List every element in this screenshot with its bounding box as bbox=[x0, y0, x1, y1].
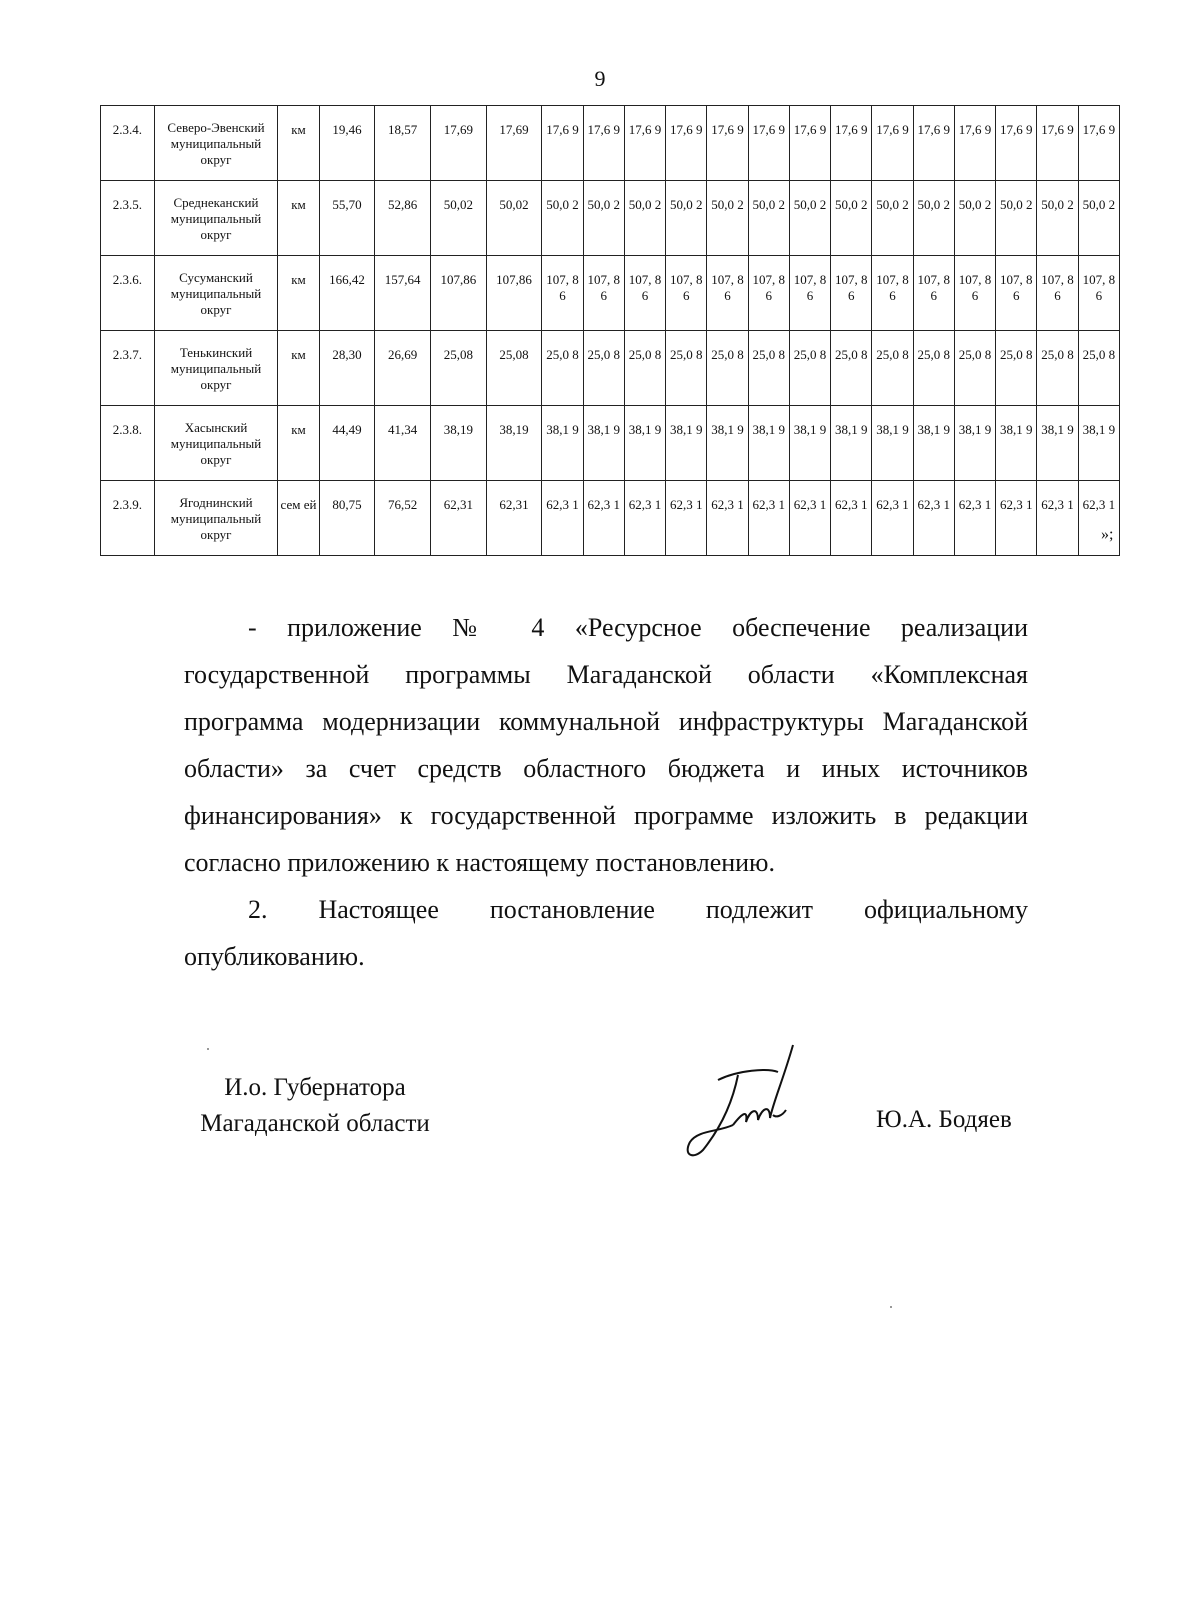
year-value-cell: 107, 86 bbox=[1037, 256, 1078, 331]
closing-quote: »; bbox=[1101, 526, 1114, 543]
year-value-cell: 50,0 2 bbox=[872, 181, 913, 256]
indicator-table bbox=[100, 105, 1120, 556]
value-cell: 107,86 bbox=[486, 256, 542, 331]
value-cell: 55,70 bbox=[319, 181, 375, 256]
year-value-cell: 25,0 8 bbox=[624, 331, 665, 406]
year-value-cell: 38,1 9 bbox=[789, 406, 830, 481]
year-value-cell: 50,0 2 bbox=[707, 181, 748, 256]
year-value-cell: 38,1 9 bbox=[583, 406, 624, 481]
year-value-cell: 50,0 2 bbox=[583, 181, 624, 256]
value-cell: 107,86 bbox=[431, 256, 487, 331]
year-value-cell: 25,0 8 bbox=[666, 331, 707, 406]
year-value-cell: 50,0 2 bbox=[789, 181, 830, 256]
table-row bbox=[101, 181, 1120, 256]
year-value-cell: 107, 86 bbox=[789, 256, 830, 331]
value-cell: 25,08 bbox=[486, 331, 542, 406]
row-number: 2.3.8. bbox=[101, 406, 155, 481]
value-cell: 50,02 bbox=[486, 181, 542, 256]
year-value-cell: 17,6 9 bbox=[996, 106, 1037, 181]
table-row bbox=[101, 331, 1120, 406]
municipality-name: Северо-Эвенский муниципальный округ bbox=[154, 106, 278, 181]
year-value-cell: 38,1 9 bbox=[1037, 406, 1078, 481]
value-cell: 41,34 bbox=[375, 406, 431, 481]
unit-cell: км bbox=[278, 256, 319, 331]
row-number: 2.3.5. bbox=[101, 181, 155, 256]
signatory-title-line2: Магаданской области bbox=[200, 1110, 430, 1137]
value-cell: 19,46 bbox=[319, 106, 375, 181]
year-value-cell: 17,6 9 bbox=[831, 106, 872, 181]
table-row bbox=[101, 256, 1120, 331]
year-value-cell: 38,1 9 bbox=[913, 406, 954, 481]
year-value-cell: 17,6 9 bbox=[583, 106, 624, 181]
value-cell: 17,69 bbox=[486, 106, 542, 181]
year-value-cell: 25,0 8 bbox=[996, 331, 1037, 406]
year-value-cell: 50,0 2 bbox=[913, 181, 954, 256]
value-cell: 17,69 bbox=[431, 106, 487, 181]
year-value-cell: 62,3 1 bbox=[831, 481, 872, 556]
year-value-cell: 62,3 1 bbox=[954, 481, 995, 556]
value-cell: 26,69 bbox=[375, 331, 431, 406]
year-value-cell: 62,3 1 bbox=[996, 481, 1037, 556]
year-value-cell: 17,6 9 bbox=[872, 106, 913, 181]
year-value-cell: 50,0 2 bbox=[624, 181, 665, 256]
year-value-cell: 38,1 9 bbox=[1078, 406, 1119, 481]
year-value-cell: 62,3 1 bbox=[748, 481, 789, 556]
table-row bbox=[101, 106, 1120, 181]
year-value-cell: 62,3 1 bbox=[872, 481, 913, 556]
year-value-cell: 17,6 9 bbox=[1078, 106, 1119, 181]
year-value-cell: 25,0 8 bbox=[748, 331, 789, 406]
year-value-cell: 62,3 1 bbox=[583, 481, 624, 556]
value-cell: 62,31 bbox=[486, 481, 542, 556]
year-value-cell: 107, 86 bbox=[583, 256, 624, 331]
year-value-cell: 62,3 1 bbox=[789, 481, 830, 556]
year-value-cell: 107, 86 bbox=[542, 256, 583, 331]
year-value-cell: 17,6 9 bbox=[954, 106, 995, 181]
year-value-cell: 107, 86 bbox=[624, 256, 665, 331]
year-value-cell: 107, 86 bbox=[1078, 256, 1119, 331]
year-value-cell: 50,0 2 bbox=[666, 181, 707, 256]
year-value-cell: 25,0 8 bbox=[831, 331, 872, 406]
year-value-cell: 62,3 1 bbox=[542, 481, 583, 556]
year-value-cell: 25,0 8 bbox=[707, 331, 748, 406]
municipality-name: Ягоднинский муниципальный округ bbox=[154, 481, 278, 556]
handwritten-signature bbox=[678, 1040, 828, 1170]
year-value-cell: 62,3 1 bbox=[913, 481, 954, 556]
year-value-cell: 25,0 8 bbox=[583, 331, 624, 406]
year-value-cell: 50,0 2 bbox=[748, 181, 789, 256]
table-row bbox=[101, 406, 1120, 481]
value-cell: 52,86 bbox=[375, 181, 431, 256]
year-value-cell: 50,0 2 bbox=[1037, 181, 1078, 256]
year-value-cell: 50,0 2 bbox=[542, 181, 583, 256]
year-value-cell: 107, 86 bbox=[666, 256, 707, 331]
year-value-cell: 62,3 1 bbox=[624, 481, 665, 556]
year-value-cell: 17,6 9 bbox=[707, 106, 748, 181]
value-cell: 38,19 bbox=[486, 406, 542, 481]
year-value-cell: 38,1 9 bbox=[624, 406, 665, 481]
value-cell: 44,49 bbox=[319, 406, 375, 481]
paragraph-publication-last-line: опубликованию. bbox=[184, 942, 365, 971]
municipality-name: Хасынский муниципальный округ bbox=[154, 406, 278, 481]
scan-speck bbox=[890, 1306, 892, 1308]
year-value-cell: 107, 86 bbox=[707, 256, 748, 331]
value-cell: 62,31 bbox=[431, 481, 487, 556]
year-value-cell: 38,1 9 bbox=[748, 406, 789, 481]
year-value-cell: 38,1 9 bbox=[666, 406, 707, 481]
value-cell: 28,30 bbox=[319, 331, 375, 406]
row-number: 2.3.7. bbox=[101, 331, 155, 406]
year-value-cell: 25,0 8 bbox=[1037, 331, 1078, 406]
value-cell: 76,52 bbox=[375, 481, 431, 556]
year-value-cell: 50,0 2 bbox=[996, 181, 1037, 256]
value-cell: 80,75 bbox=[319, 481, 375, 556]
year-value-cell: 50,0 2 bbox=[1078, 181, 1119, 256]
year-value-cell: 25,0 8 bbox=[913, 331, 954, 406]
year-value-cell: 107, 86 bbox=[913, 256, 954, 331]
unit-cell: км bbox=[278, 106, 319, 181]
table-row bbox=[101, 481, 1120, 556]
year-value-cell: 17,6 9 bbox=[913, 106, 954, 181]
year-value-cell: 25,0 8 bbox=[789, 331, 830, 406]
value-cell: 18,57 bbox=[375, 106, 431, 181]
row-number: 2.3.9. bbox=[101, 481, 155, 556]
unit-cell: км bbox=[278, 181, 319, 256]
unit-cell: км bbox=[278, 331, 319, 406]
year-value-cell: 62,3 1 bbox=[1078, 481, 1119, 556]
municipality-name: Тенькинский муниципальный округ bbox=[154, 331, 278, 406]
row-number: 2.3.4. bbox=[101, 106, 155, 181]
value-cell: 157,64 bbox=[375, 256, 431, 331]
year-value-cell: 17,6 9 bbox=[789, 106, 830, 181]
value-cell: 25,08 bbox=[431, 331, 487, 406]
year-value-cell: 62,3 1 bbox=[1037, 481, 1078, 556]
year-value-cell: 62,3 1 bbox=[666, 481, 707, 556]
page-number: 9 bbox=[594, 66, 606, 91]
signatory-title bbox=[190, 1070, 440, 1142]
year-value-cell: 25,0 8 bbox=[1078, 331, 1119, 406]
year-value-cell: 17,6 9 bbox=[542, 106, 583, 181]
year-value-cell: 107, 86 bbox=[831, 256, 872, 331]
value-cell: 38,19 bbox=[431, 406, 487, 481]
year-value-cell: 25,0 8 bbox=[542, 331, 583, 406]
year-value-cell: 38,1 9 bbox=[954, 406, 995, 481]
year-value-cell: 38,1 9 bbox=[872, 406, 913, 481]
signatory-name: Ю.А. Бодяев bbox=[876, 1106, 1012, 1133]
year-value-cell: 17,6 9 bbox=[1037, 106, 1078, 181]
year-value-cell: 62,3 1 bbox=[707, 481, 748, 556]
year-value-cell: 107, 86 bbox=[748, 256, 789, 331]
year-value-cell: 38,1 9 bbox=[831, 406, 872, 481]
year-value-cell: 25,0 8 bbox=[954, 331, 995, 406]
signatory-title-line1: И.о. Губернатора bbox=[224, 1074, 406, 1101]
value-cell: 50,02 bbox=[431, 181, 487, 256]
municipality-name: Сусуманский муниципальный округ bbox=[154, 256, 278, 331]
municipality-name: Среднеканский муниципальный округ bbox=[154, 181, 278, 256]
value-cell: 166,42 bbox=[319, 256, 375, 331]
year-value-cell: 17,6 9 bbox=[748, 106, 789, 181]
scan-speck bbox=[207, 1048, 209, 1050]
year-value-cell: 107, 86 bbox=[954, 256, 995, 331]
unit-cell: км bbox=[278, 406, 319, 481]
year-value-cell: 38,1 9 bbox=[996, 406, 1037, 481]
unit-cell: сем ей bbox=[278, 481, 319, 556]
year-value-cell: 107, 86 bbox=[996, 256, 1037, 331]
paragraph-appendix-4-last-line: согласно приложению к настоящему постановлению. bbox=[184, 848, 775, 877]
paragraph-publication: 2. Настоящее постановление подлежит официальному bbox=[248, 895, 1028, 924]
paragraph-appendix-4: - приложение № 4 «Ресурсное обеспечение реализации государственной программы Магаданской области «Комплексная программа модернизации коммунальной инфраструктуры Магаданской области» за счет средств областного бюджета и иных источников финансирования» к государственной программе изложить в редакции bbox=[184, 613, 1028, 830]
year-value-cell: 50,0 2 bbox=[954, 181, 995, 256]
year-value-cell: 25,0 8 bbox=[872, 331, 913, 406]
year-value-cell: 107, 86 bbox=[872, 256, 913, 331]
year-value-cell: 38,1 9 bbox=[707, 406, 748, 481]
year-value-cell: 17,6 9 bbox=[666, 106, 707, 181]
year-value-cell: 38,1 9 bbox=[542, 406, 583, 481]
row-number: 2.3.6. bbox=[101, 256, 155, 331]
year-value-cell: 17,6 9 bbox=[624, 106, 665, 181]
year-value-cell: 50,0 2 bbox=[831, 181, 872, 256]
